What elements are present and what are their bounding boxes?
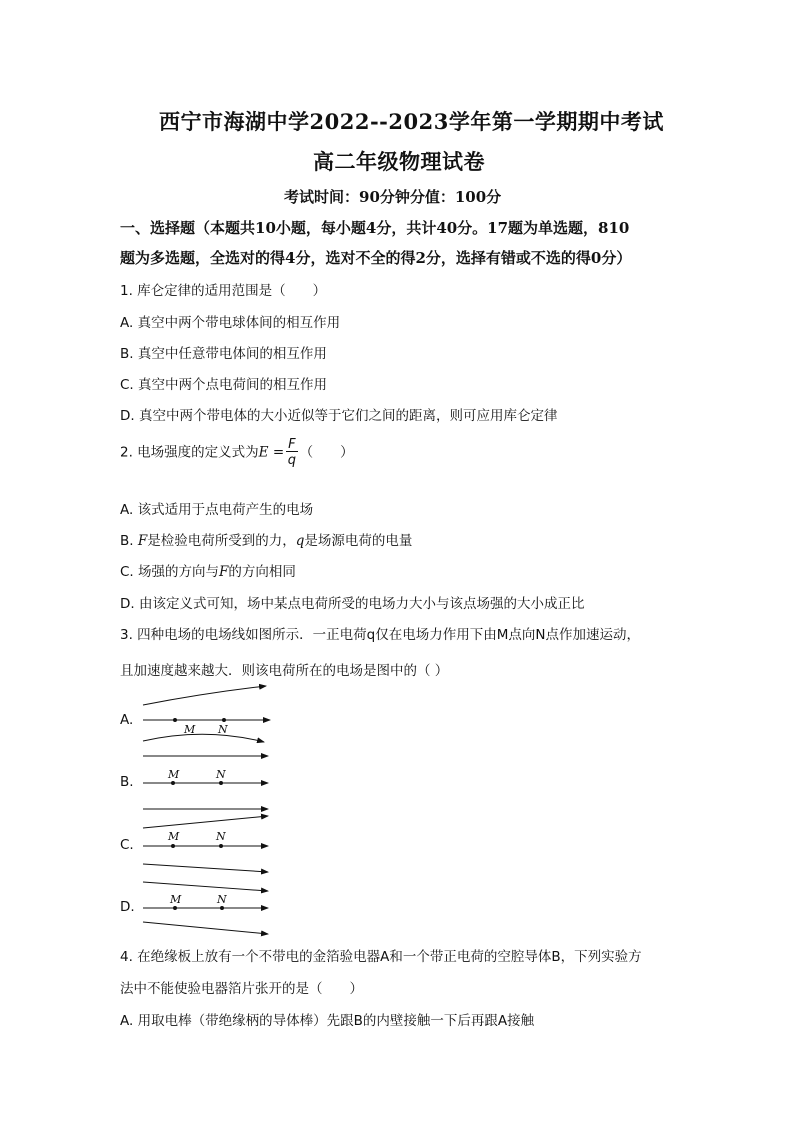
q2-formula-numerator: F <box>288 437 296 452</box>
q3-option-a-label: A. <box>120 712 134 728</box>
q3-option-d-label: D. <box>120 899 135 915</box>
q3-a-m-label: M <box>184 723 196 736</box>
field-line-icon <box>143 922 268 934</box>
q3-option-c-label: C. <box>120 837 134 853</box>
field-line-icon <box>143 882 268 891</box>
q3-diagram-c <box>143 809 268 848</box>
q2-option-b-suffix: 是场源电荷的电量 <box>304 533 413 549</box>
q2-stem-suffix: （ ） <box>299 444 354 461</box>
exam-title: 西宁市海湖中学2022--2023学年第一学期期中考试 <box>159 109 664 134</box>
point-n-icon <box>219 781 223 785</box>
q2-option-b-charge: q <box>295 533 305 549</box>
q2-option-b-mid: 是检验电荷所受到的力， <box>147 533 296 549</box>
point-m-icon <box>173 718 177 722</box>
q3-diagram-b <box>143 734 268 785</box>
q1-stem: 1. 库仑定律的适用范围是（ ） <box>120 283 327 299</box>
q2-option-c-suffix: 的方向相同 <box>228 564 296 580</box>
point-m-icon <box>173 906 177 910</box>
q3-stem-line1: 3. 四种电场的电场线如图所示．一正电荷q仅在电场力作用下由M点向N点作加速运动， <box>120 627 640 643</box>
q2-stem-prefix: 2. 电场强度的定义式为 <box>120 444 259 461</box>
point-n-icon <box>222 718 226 722</box>
q3-option-b-label: B. <box>120 774 134 790</box>
q3-d-n-label: N <box>217 893 227 906</box>
q2-option-b-force: F <box>137 533 148 549</box>
q4-stem-line2: 法中不能使验电器箔片张开的是（ ） <box>120 981 363 997</box>
q2-option-b-prefix: B. <box>120 533 138 549</box>
q1-option-d: D. 真空中两个带电体的大小近似等于它们之间的距离，则可应用库仑定律 <box>120 408 558 424</box>
q2-option-c-prefix: C. 场强的方向与 <box>120 564 220 580</box>
point-n-icon <box>220 906 224 910</box>
q4-option-a: A. 用取电棒（带绝缘柄的导体棒）先跟B的内壁接触一下后再跟A接触 <box>120 1013 535 1029</box>
exam-info: 考试时间：90分钟分值：100分 <box>284 188 502 206</box>
point-m-icon <box>171 844 175 848</box>
q4-stem-line1: 4. 在绝缘板上放有一个不带电的金箔验电器A和一个带正电荷的空腔导体B，下列实验方 <box>120 949 642 965</box>
q3-c-n-label: N <box>216 830 226 843</box>
q1-option-b: B. 真空中任意带电体间的相互作用 <box>120 346 327 362</box>
point-n-icon <box>219 844 223 848</box>
q2-option-c-force: F <box>219 564 229 580</box>
q2-option-a: A. 该式适用于点电荷产生的电场 <box>120 502 314 518</box>
q2-formula-lhs: E = <box>258 444 285 461</box>
q1-option-a: A. 真空中两个带电球体间的相互作用 <box>120 315 341 331</box>
q1-option-c: C. 真空中两个点电荷间的相互作用 <box>120 377 328 393</box>
q3-b-m-label: M <box>168 768 180 781</box>
q3-c-m-label: M <box>168 830 180 843</box>
point-m-icon <box>171 781 175 785</box>
q3-diagram-d <box>143 864 268 934</box>
q3-diagram-a <box>143 686 270 736</box>
q2-option-d: D. 由该定义式可知，场中某点电荷所受的电场力大小与该点场强的大小成正比 <box>120 596 585 612</box>
q3-b-n-label: N <box>216 768 226 781</box>
section-heading-line2: 题为多选题，全选对的得4分，选对不全的得2分，选择有错或不选的得0分） <box>120 249 632 267</box>
q3-a-n-label: N <box>218 723 228 736</box>
field-line-icon <box>143 686 266 705</box>
q2-formula-denominator: q <box>287 453 297 468</box>
field-line-icon <box>143 864 268 872</box>
q3-d-m-label: M <box>170 893 182 906</box>
field-line-icon <box>143 816 268 828</box>
section-heading-line1: 一、选择题（本题共10小题，每小题4分，共计40分。17题为单选题，810 <box>120 219 630 237</box>
q3-stem-line2: 且加速度越来越大．则该电荷所在的电场是图中的（ ） <box>120 663 449 679</box>
field-line-icon <box>143 734 264 742</box>
exam-subtitle: 高二年级物理试卷 <box>313 149 485 174</box>
